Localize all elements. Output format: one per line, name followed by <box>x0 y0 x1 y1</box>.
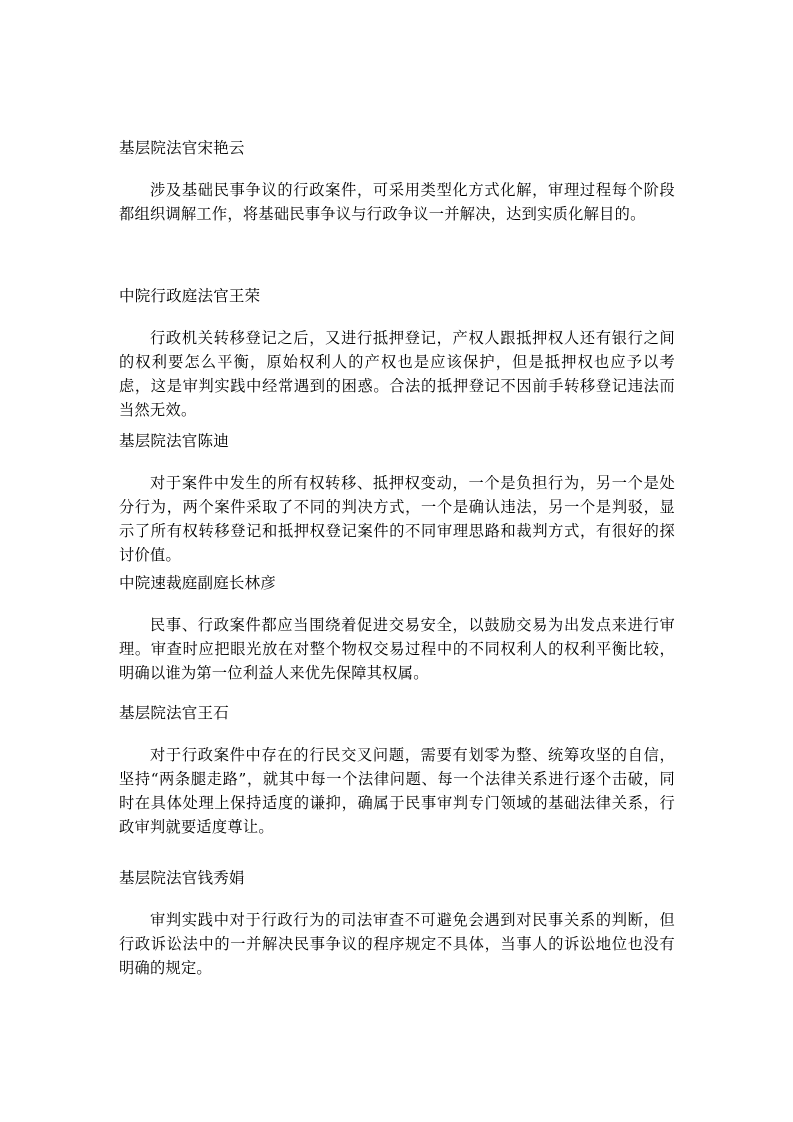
speaker-name: 基层院法官王石 <box>119 704 229 722</box>
comment-paragraph: 涉及基础民事争议的行政案件，可采用类型化方式化解，审理过程每个阶段都组织调解工作，将基础民事争议与行政争议一并解决，达到实质化解目的。 <box>119 181 675 223</box>
speaker-name: 中院速裁庭副庭长林彦 <box>119 574 277 592</box>
comment-section-3 <box>119 431 675 567</box>
comment-paragraph: 对于行政案件中存在的行民交叉问题，需要有划零为整、统筹攻坚的自信，坚持“两条腿走路”，就其中每一个法律问题、每一个法律关系进行逐个击破，同时在具体处理上保持适度的谦抑，确属于民事审判专门领域的基础法律关系，行政审判就要适度尊让。 <box>119 746 675 836</box>
speaker-name: 基层院法官宋艳云 <box>119 139 245 157</box>
comment-paragraph: 对于案件中发生的所有权转移、抵押权变动，一个是负担行为，另一个是处分行为，两个案件采取了不同的判决方式，一个是确认违法，另一个是判驳，显示了所有权转移登记和抵押权登记案件的不同审理思路和裁判方式，有很好的探讨价值。 <box>119 474 675 564</box>
comment-section-2 <box>119 286 675 422</box>
comment-section-4 <box>119 573 675 685</box>
speaker-name: 基层院法官钱秀娟 <box>119 869 245 887</box>
comment-section-5 <box>119 703 675 839</box>
comment-paragraph: 民事、行政案件都应当围绕着促进交易安全，以鼓励交易为出发点来进行审理。审查时应把眼光放在对整个物权交易过程中的不同权利人的权利平衡比较，明确以谁为第一位利益人来优先保障其权属。 <box>119 616 675 682</box>
comment-section-6 <box>119 868 675 980</box>
comment-section-1 <box>119 138 675 226</box>
speaker-name: 中院行政庭法官王荣 <box>119 287 261 305</box>
comment-paragraph: 审判实践中对于行政行为的司法审查不可避免会遇到对民事关系的判断，但行政诉讼法中的一并解决民事争议的程序规定不具体，当事人的诉讼地位也没有明确的规定。 <box>119 911 675 977</box>
comment-paragraph: 行政机关转移登记之后，又进行抵押登记，产权人跟抵押权人还有银行之间的权利要怎么平衡，原始权利人的产权也是应该保护，但是抵押权也应予以考虑，这是审判实践中经常遇到的困惑。合法的抵押登记不因前手转移登记违法而当然无效。 <box>119 329 675 419</box>
speaker-name: 基层院法官陈迪 <box>119 432 229 450</box>
